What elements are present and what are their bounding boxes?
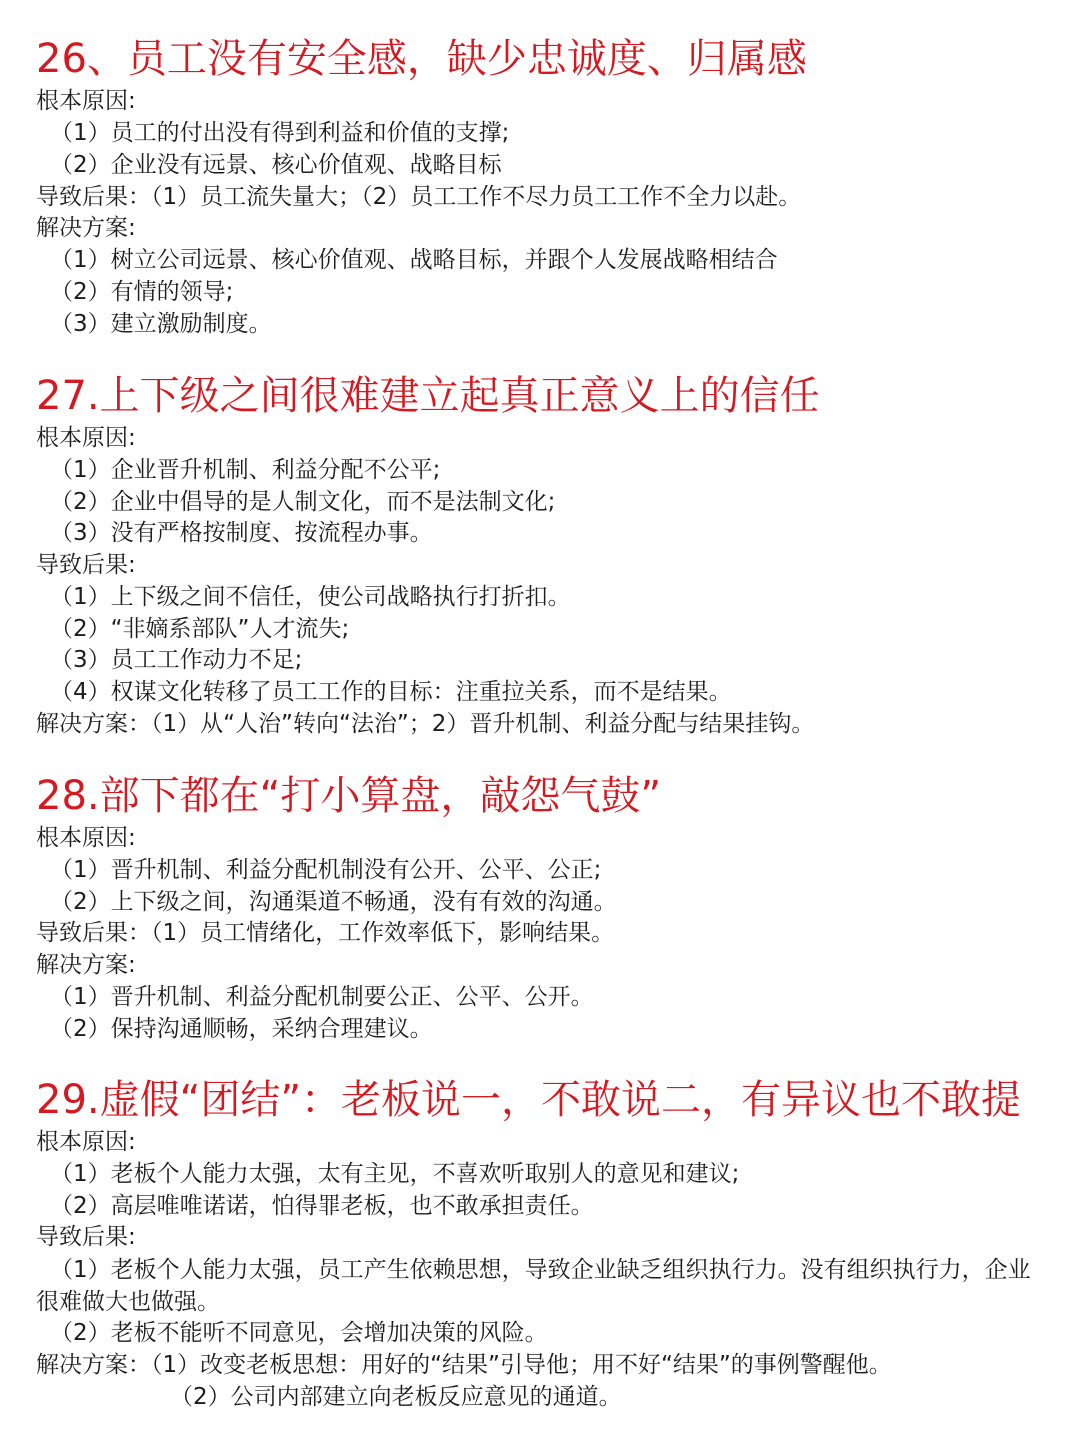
consequence-line: 导致后果：（1）员工情绪化，工作效率低下，影响结果。 — [36, 920, 615, 946]
section-title: 28.部下都在“打小算盘，敲怨气鼓” — [36, 773, 662, 819]
list-item: （3）建立激励制度。 — [50, 311, 272, 337]
cause-heading: 根本原因: — [36, 425, 136, 451]
section-title: 27.上下级之间很难建立起真正意义上的信任 — [36, 373, 820, 419]
list-item: （2）老板不能听不同意见，会增加决策的风险。 — [50, 1320, 548, 1346]
solution-heading: 解决方案: — [36, 952, 136, 978]
list-item: （1）树立公司远景、核心价值观、战略目标，并跟个人发展战略相结合 — [50, 247, 778, 273]
section-title: 29.虚假“团结”：老板说一，不敢说二，有异议也不敢提 — [36, 1077, 1022, 1123]
solution-line: 解决方案：（1）改变老板思想：用好的“结果”引导他；用不好“结果”的事例警醒他。 — [36, 1352, 892, 1378]
list-item: （1）老板个人能力太强，太有主见，不喜欢听取别人的意见和建议; — [50, 1161, 740, 1187]
consequence-heading: 导致后果: — [36, 552, 136, 578]
consequence-heading: 导致后果: — [36, 1224, 136, 1250]
section-title: 26、员工没有安全感，缺少忠诚度、归属感 — [36, 36, 807, 82]
list-item: （2）上下级之间，沟通渠道不畅通，没有有效的沟通。 — [50, 889, 617, 915]
consequence-line: 导致后果：（1）员工流失量大；（2）员工工作不尽力员工工作不全力以赴。 — [36, 184, 802, 210]
cause-heading: 根本原因: — [36, 88, 136, 114]
list-item: （1）老板个人能力太强，员工产生依赖思想，导致企业缺乏组织执行力。没有组织执行力，企业很难做大也做强。 — [36, 1257, 1031, 1315]
list-item: （2）有情的领导; — [50, 279, 234, 305]
cause-heading: 根本原因: — [36, 825, 136, 851]
list-item: （2）企业没有远景、核心价值观、战略目标 — [50, 152, 502, 178]
list-item: （1）企业晋升机制、利益分配不公平; — [50, 457, 441, 483]
cause-heading: 根本原因: — [36, 1129, 136, 1155]
list-item: （2）高层唯唯诺诺，怕得罪老板，也不敢承担责任。 — [50, 1193, 594, 1219]
list-item: （1）员工的付出没有得到利益和价值的支撑; — [50, 120, 510, 146]
list-item: （2）公司内部建立向老板反应意见的通道。 — [170, 1384, 622, 1410]
solution-heading: 解决方案: — [36, 215, 136, 241]
list-item: （2）保持沟通顺畅，采纳合理建议。 — [50, 1016, 433, 1042]
list-item: （4）权谋文化转移了员工工作的目标：注重拉关系，而不是结果。 — [50, 679, 732, 705]
solution-line: 解决方案：（1）从“人治”转向“法治”；2）晋升机制、利益分配与结果挂钩。 — [36, 711, 815, 737]
list-item: （1）晋升机制、利益分配机制要公正、公平、公开。 — [50, 984, 594, 1010]
list-item: （2）“非嫡系部队”人才流失; — [50, 616, 350, 642]
list-item: （3）没有严格按制度、按流程办事。 — [50, 520, 433, 546]
list-item: （1）上下级之间不信任，使公司战略执行打折扣。 — [50, 584, 571, 610]
list-item: （1）晋升机制、利益分配机制没有公开、公平、公正; — [50, 857, 602, 883]
list-item: （2）企业中倡导的是人制文化，而不是法制文化; — [50, 489, 556, 515]
list-item: （3）员工工作动力不足; — [50, 647, 303, 673]
